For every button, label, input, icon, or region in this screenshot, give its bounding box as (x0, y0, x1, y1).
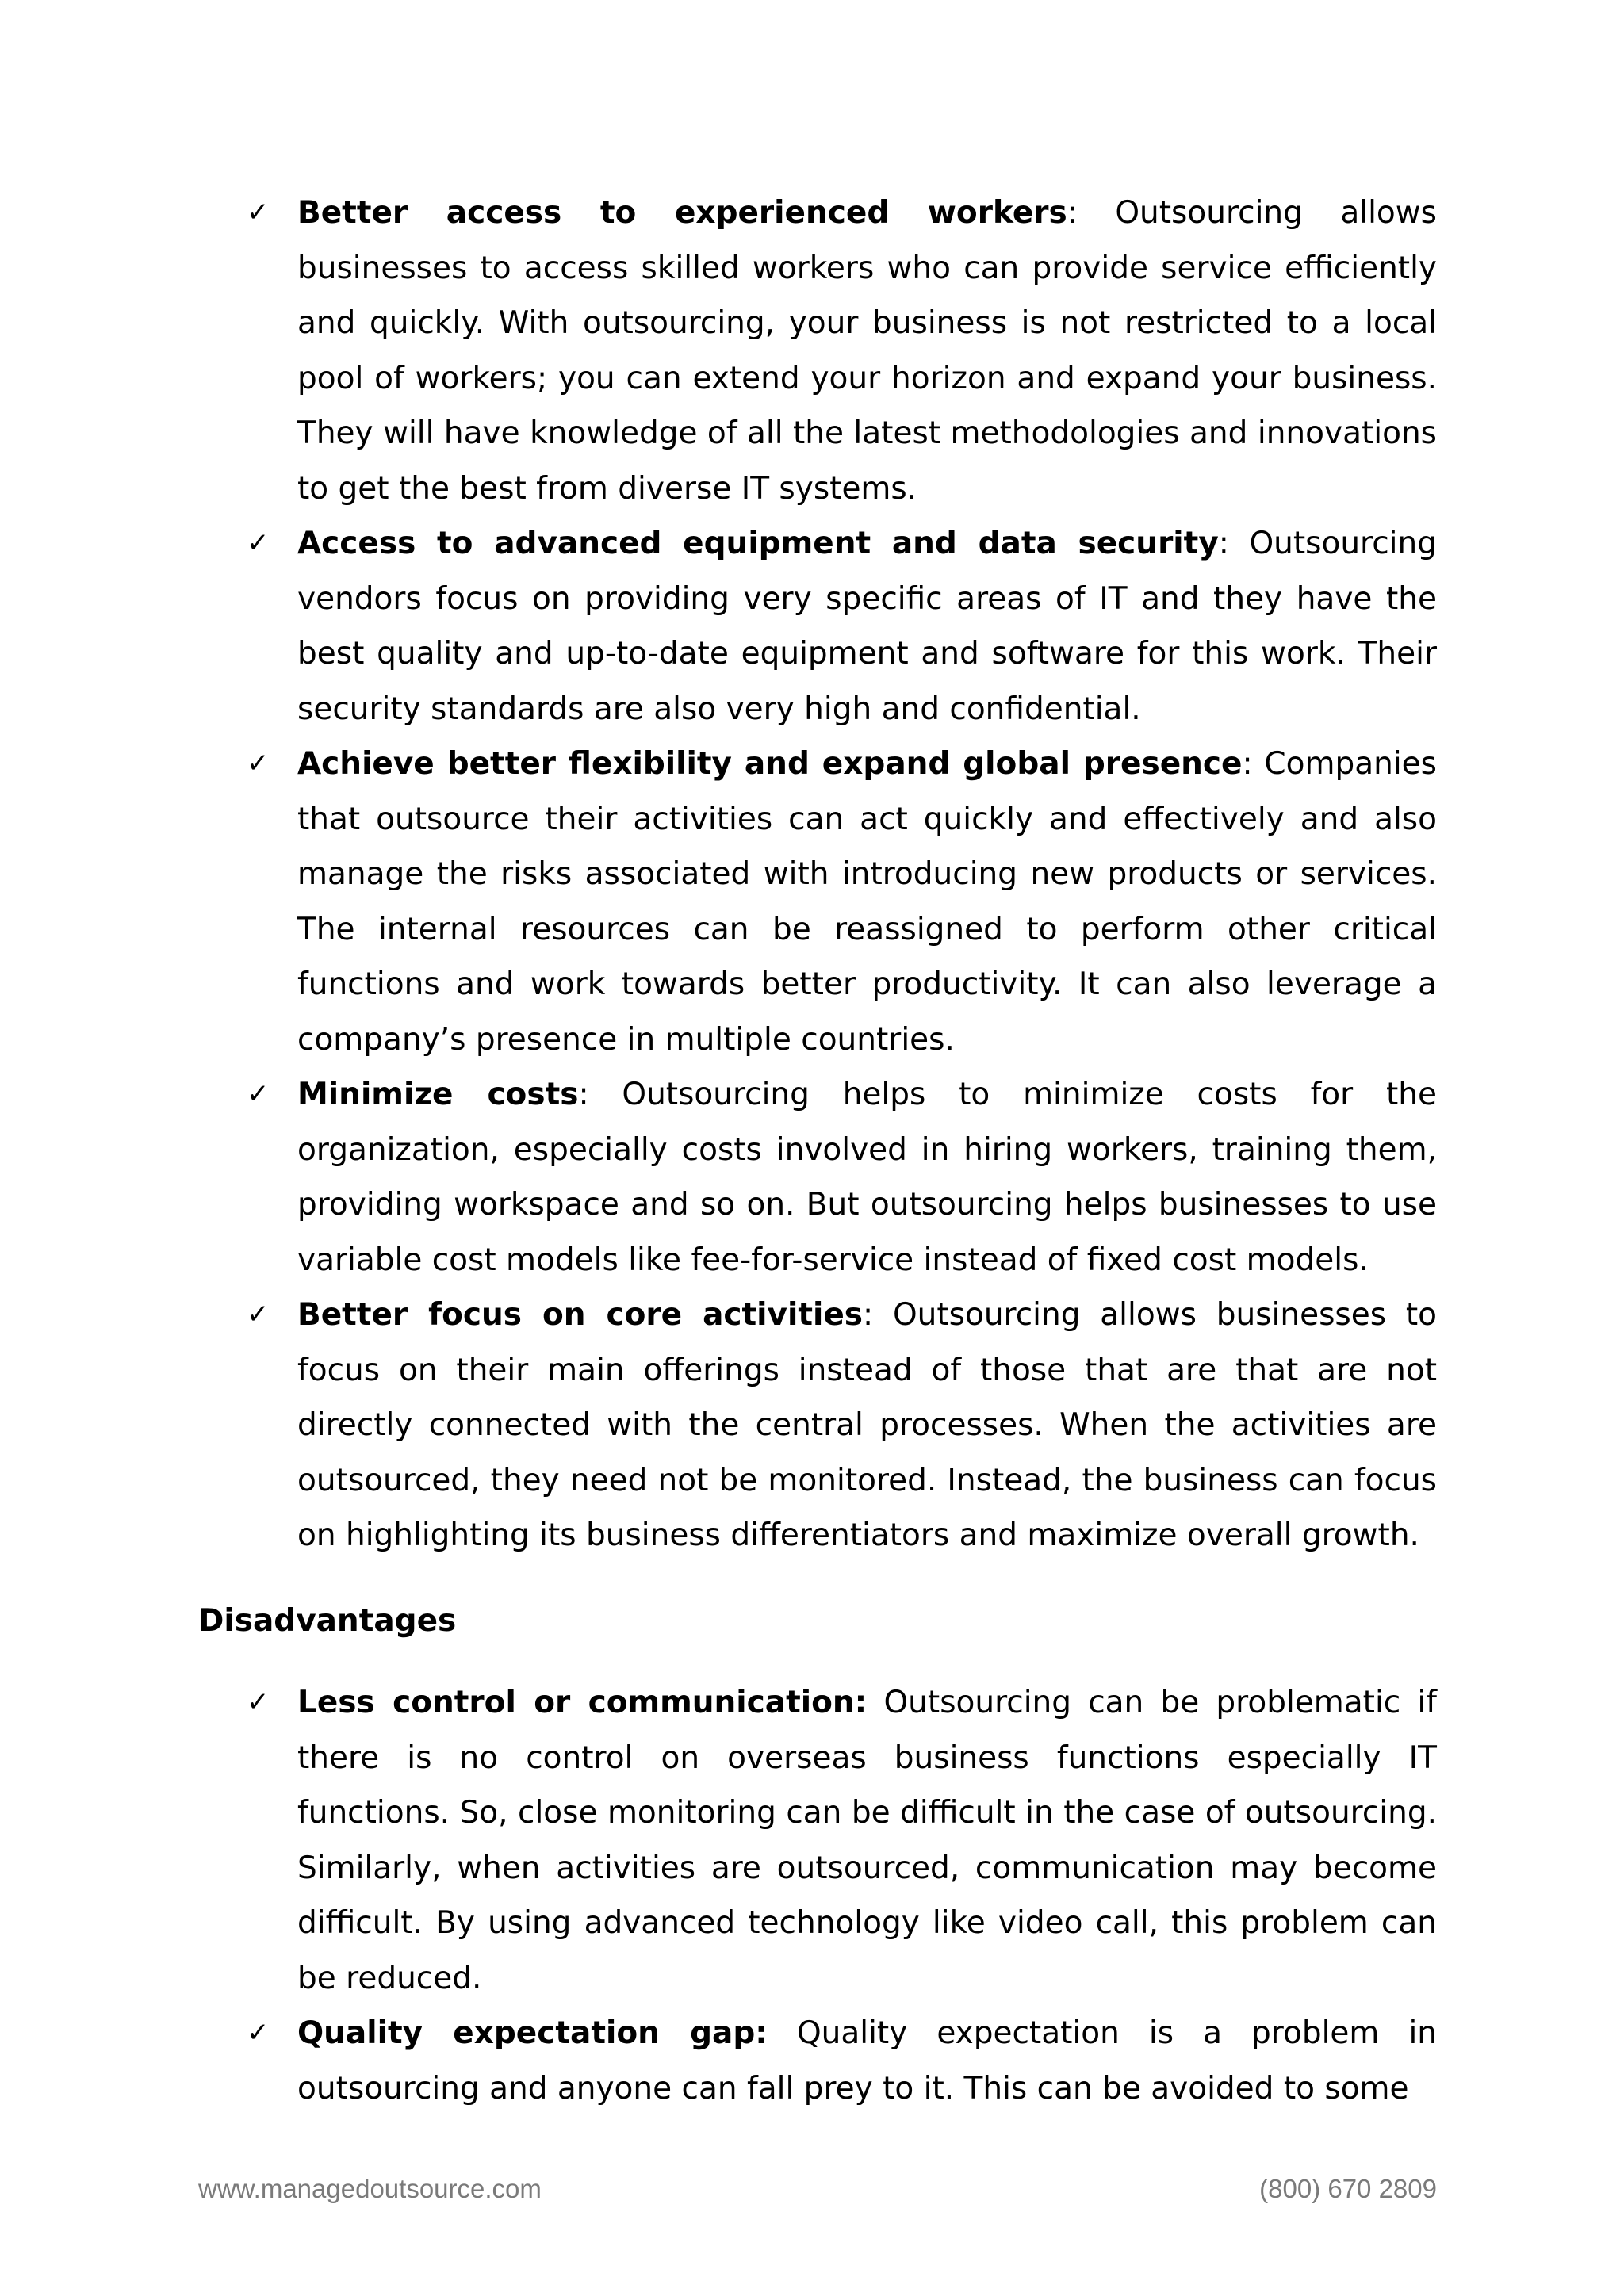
bullet-text: Outsourcing allows businesses to access skilled workers who can provide service efficiently and quickly. With outsourcing, your business is not restricted to a local pool of workers; you can extend your horizon and expand your business. They will have knowledge of all the latest methodologies and innovations to get the best from diverse IT systems. (297, 195, 1437, 507)
list-item (247, 186, 1437, 516)
list-item (247, 516, 1437, 737)
advantages-list (0, 186, 1624, 1563)
section-heading-disadvantages: Disadvantages (198, 1602, 457, 1639)
footer-website: www.managedoutsource.com (198, 2174, 542, 2203)
bullet-text: Quality expectation is a problem in outsourcing and anyone can fall prey to it. This can be avoided to some (297, 2015, 1438, 2107)
page-footer (198, 2174, 1437, 2204)
checkmark-icon: ✓ (247, 527, 270, 559)
bullet-separator: : (1067, 195, 1116, 231)
list-item (247, 1288, 1437, 1563)
disadvantages-list (0, 1675, 1624, 2116)
footer-phone: (800) 670 2809 (1259, 2174, 1437, 2203)
checkmark-icon: ✓ (247, 748, 270, 779)
bullet-text: Outsourcing allows businesses to focus on their main offerings instead of those that are that are not directly connected with the central processes. When the activities are outsourced, they need not be monitored. Instead, the business can focus on highlighting its business differentiators and maximize overall growth. (297, 1297, 1437, 1553)
list-item (247, 1675, 1437, 2006)
bullet-separator: : (1218, 526, 1250, 561)
bullet-term: Access to advanced equipment and data security (297, 526, 1219, 561)
checkmark-icon: ✓ (247, 1078, 270, 1110)
bullet-text: Outsourcing can be problematic if there is no control on overseas business functions especially IT functions. So, close monitoring can be difficult in the case of outsourcing. Similarly, when activities are outsourced, communication may become difficult. By using advanced technology like video call, this problem can be reduced. (297, 1685, 1437, 1996)
bullet-separator: : (1242, 746, 1265, 782)
list-item (247, 2006, 1438, 2116)
bullet-term: Minimize costs (297, 1077, 579, 1112)
bullet-separator: : (578, 1077, 622, 1112)
bullet-text: Outsourcing helps to minimize costs for the organization, especially costs involved in hiring workers, training them, providing workspace and so on. But outsourcing helps businesses to use variable cost models like fee-for-service instead of fixed cost models. (297, 1077, 1437, 1278)
bullet-separator (768, 2015, 797, 2051)
list-item (247, 737, 1437, 1067)
page-content (0, 186, 1624, 2116)
bullet-separator (867, 1685, 883, 1720)
checkmark-icon: ✓ (247, 1299, 270, 1330)
bullet-term: Quality expectation gap: (297, 2015, 768, 2051)
bullet-term: Achieve better flexibility and expand global presence (297, 746, 1243, 782)
bullet-separator: : (863, 1297, 893, 1333)
bullet-term: Better focus on core activities (297, 1297, 863, 1333)
bullet-text: Outsourcing vendors focus on providing very specific areas of IT and they have the best quality and up-to-date equipment and software for this work. Their security standards are also very high and confidential. (297, 526, 1437, 727)
list-item (247, 1067, 1437, 1288)
checkmark-icon: ✓ (247, 2017, 270, 2049)
bullet-term: Less control or communication: (297, 1685, 868, 1720)
checkmark-icon: ✓ (247, 1686, 270, 1718)
checkmark-icon: ✓ (247, 197, 270, 228)
bullet-text: Companies that outsource their activities can act quickly and effectively and also manage the risks associated with introducing new products or services. The internal resources can be reassigned to perform other critical functions and work towards better productivity. It can also leverage a company’s presence in multiple countries. (297, 746, 1437, 1058)
bullet-term: Better access to experienced workers (297, 195, 1067, 231)
